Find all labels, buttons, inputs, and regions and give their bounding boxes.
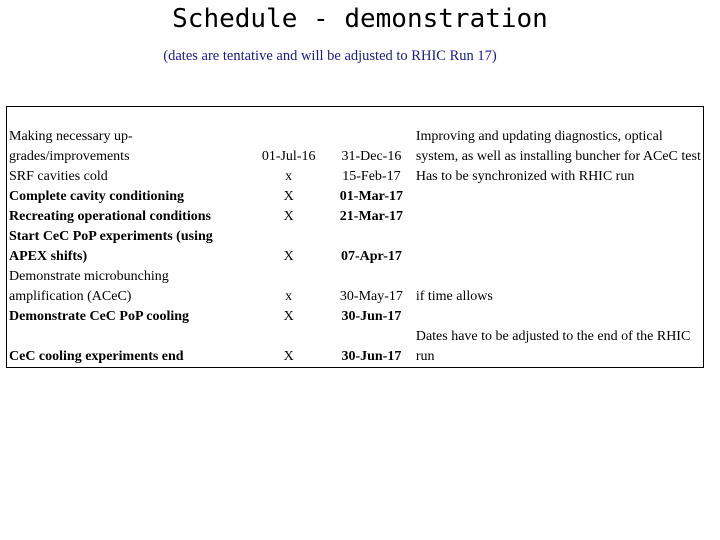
table-row <box>7 167 704 187</box>
start-cell: X <box>283 188 294 204</box>
end-cell: 01-Mar-17 <box>339 188 404 204</box>
task-cell: Complete cavity conditioning <box>9 188 184 204</box>
page-subtitle: (dates are tentative and will be adjusted to RHIC Run 17) <box>163 48 497 64</box>
note-cell: Has to be synchronized with RHIC run <box>415 168 635 184</box>
start-cell: 01-Jul-16 <box>261 148 316 164</box>
note-cell <box>414 207 704 227</box>
start-cell: x <box>285 168 293 184</box>
table-row <box>7 107 704 167</box>
task-cell: Making necessary up-grades/improvements <box>9 128 133 164</box>
start-cell: X <box>283 308 294 324</box>
start-cell: x <box>285 288 293 304</box>
task-cell: SRF cavities cold <box>9 168 108 184</box>
table-row <box>7 267 704 307</box>
note-cell <box>414 307 704 327</box>
note-cell: if time allows <box>415 288 493 304</box>
task-cell: Recreating operational conditions <box>9 208 211 224</box>
note-cell <box>414 227 704 267</box>
note-cell: Improving and updating diagnostics, optical system, as well as installing buncher for ACeC test <box>415 128 701 164</box>
start-cell: X <box>283 208 294 224</box>
note-cell: Dates have to be adjusted to the end of the RHIC run <box>415 328 691 364</box>
table-row <box>7 227 704 267</box>
table-row <box>7 327 704 368</box>
task-cell: CeC cooling experiments end <box>9 348 184 364</box>
table-row <box>7 187 704 207</box>
start-cell: X <box>283 248 294 264</box>
start-cell: X <box>283 348 294 364</box>
note-cell <box>414 187 704 207</box>
end-cell: 21-Mar-17 <box>339 208 404 224</box>
task-cell: Start CeC PoP experiments (using APEX shifts) <box>9 228 213 264</box>
task-cell: Demonstrate microbunching amplification (ACeC) <box>9 268 169 304</box>
end-cell: 07-Apr-17 <box>340 248 402 264</box>
table-row <box>7 307 704 327</box>
page-title: Schedule - demonstration <box>172 4 548 34</box>
end-cell: 30-Jun-17 <box>341 308 402 324</box>
end-cell: 30-May-17 <box>339 288 403 304</box>
end-cell: 15-Feb-17 <box>342 168 401 184</box>
table-row <box>7 207 704 227</box>
end-cell: 30-Jun-17 <box>341 348 402 364</box>
schedule-table <box>6 106 704 368</box>
task-cell: Demonstrate CeC PoP cooling <box>9 308 190 324</box>
end-cell: 31-Dec-16 <box>341 148 402 164</box>
